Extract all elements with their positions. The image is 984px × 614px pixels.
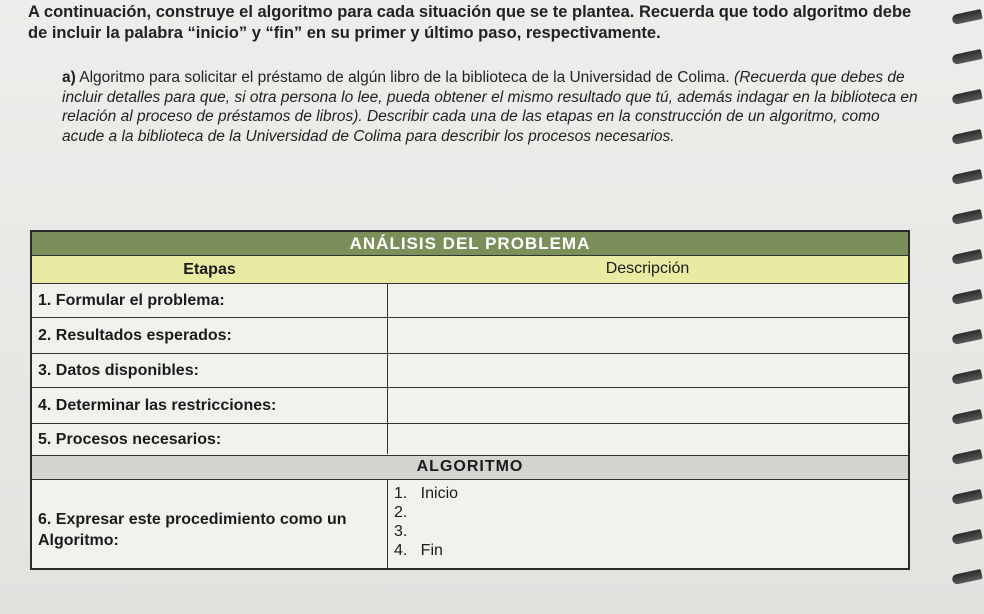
ring: [951, 289, 982, 305]
ring: [951, 169, 982, 185]
ring: [951, 409, 982, 425]
step-label: 1. Formular el problema:: [38, 292, 225, 309]
algoritmo-steps: [394, 484, 458, 560]
alg-step: 4. Fin: [394, 542, 443, 559]
ring: [951, 9, 982, 25]
step-6-label: 6. Expresar este procedimiento como un Algoritmo:: [38, 511, 347, 549]
alg-step: 1. Inicio: [394, 485, 459, 502]
step-label: 3. Datos disponibles:: [38, 362, 199, 379]
ring: [951, 89, 982, 105]
col-descripcion: Descripción: [605, 260, 690, 277]
ring: [951, 249, 982, 265]
column-divider: [387, 284, 388, 454]
question-letter: a): [62, 69, 76, 86]
ring: [951, 529, 982, 545]
ring: [951, 569, 982, 585]
ring: [951, 369, 982, 385]
column-divider-algoritmo: [387, 480, 388, 568]
instructions-text: A continuación, construye el algoritmo para cada situación que se te plantea. Recuerda que todo algoritmo debe de incluir la palabra “inicio” y “fin” en su primer y último paso, respectivamente.: [28, 3, 912, 42]
table-title: ANÁLISIS DEL PROBLEMA: [32, 232, 908, 256]
ring: [951, 129, 982, 145]
table-row-step-3: [32, 354, 908, 388]
step-label: 5. Procesos necesarios:: [38, 431, 222, 448]
table-header: [32, 256, 908, 284]
table-row-step-5: [32, 424, 908, 456]
question-text: Algoritmo para solicitar el préstamo de algún libro de la biblioteca de la Universidad de Colima.: [79, 69, 730, 86]
question-note: (Recuerda que debes de incluir detalles para que, si otra persona lo lee, pueda obtener el mismo resultado que tú, además indagar en la biblioteca en relación al proceso de préstamos de libros). Describir cada una de las etapas en la construcción de un algoritmo, como acude a la biblioteca de la Universidad de Colima para describir los procesos necesarios.: [62, 69, 918, 145]
step-label: 2. Resultados esperados:: [38, 327, 232, 344]
col-etapas: Etapas: [183, 261, 236, 278]
analysis-table: [30, 230, 910, 570]
question-a: [62, 68, 922, 146]
algoritmo-title: ALGORITMO: [32, 456, 908, 480]
table-row-step-2: [32, 318, 908, 354]
table-row-step-4: [32, 388, 908, 424]
ring: [951, 49, 982, 65]
ring: [951, 209, 982, 225]
alg-step: 2.: [394, 504, 408, 521]
step-label: 4. Determinar las restricciones:: [38, 397, 277, 414]
table-row-step-1: [32, 284, 908, 318]
ring: [951, 329, 982, 345]
spiral-binding: [944, 0, 984, 614]
ring: [951, 489, 982, 505]
ring: [951, 449, 982, 465]
alg-step: 3.: [394, 523, 408, 540]
